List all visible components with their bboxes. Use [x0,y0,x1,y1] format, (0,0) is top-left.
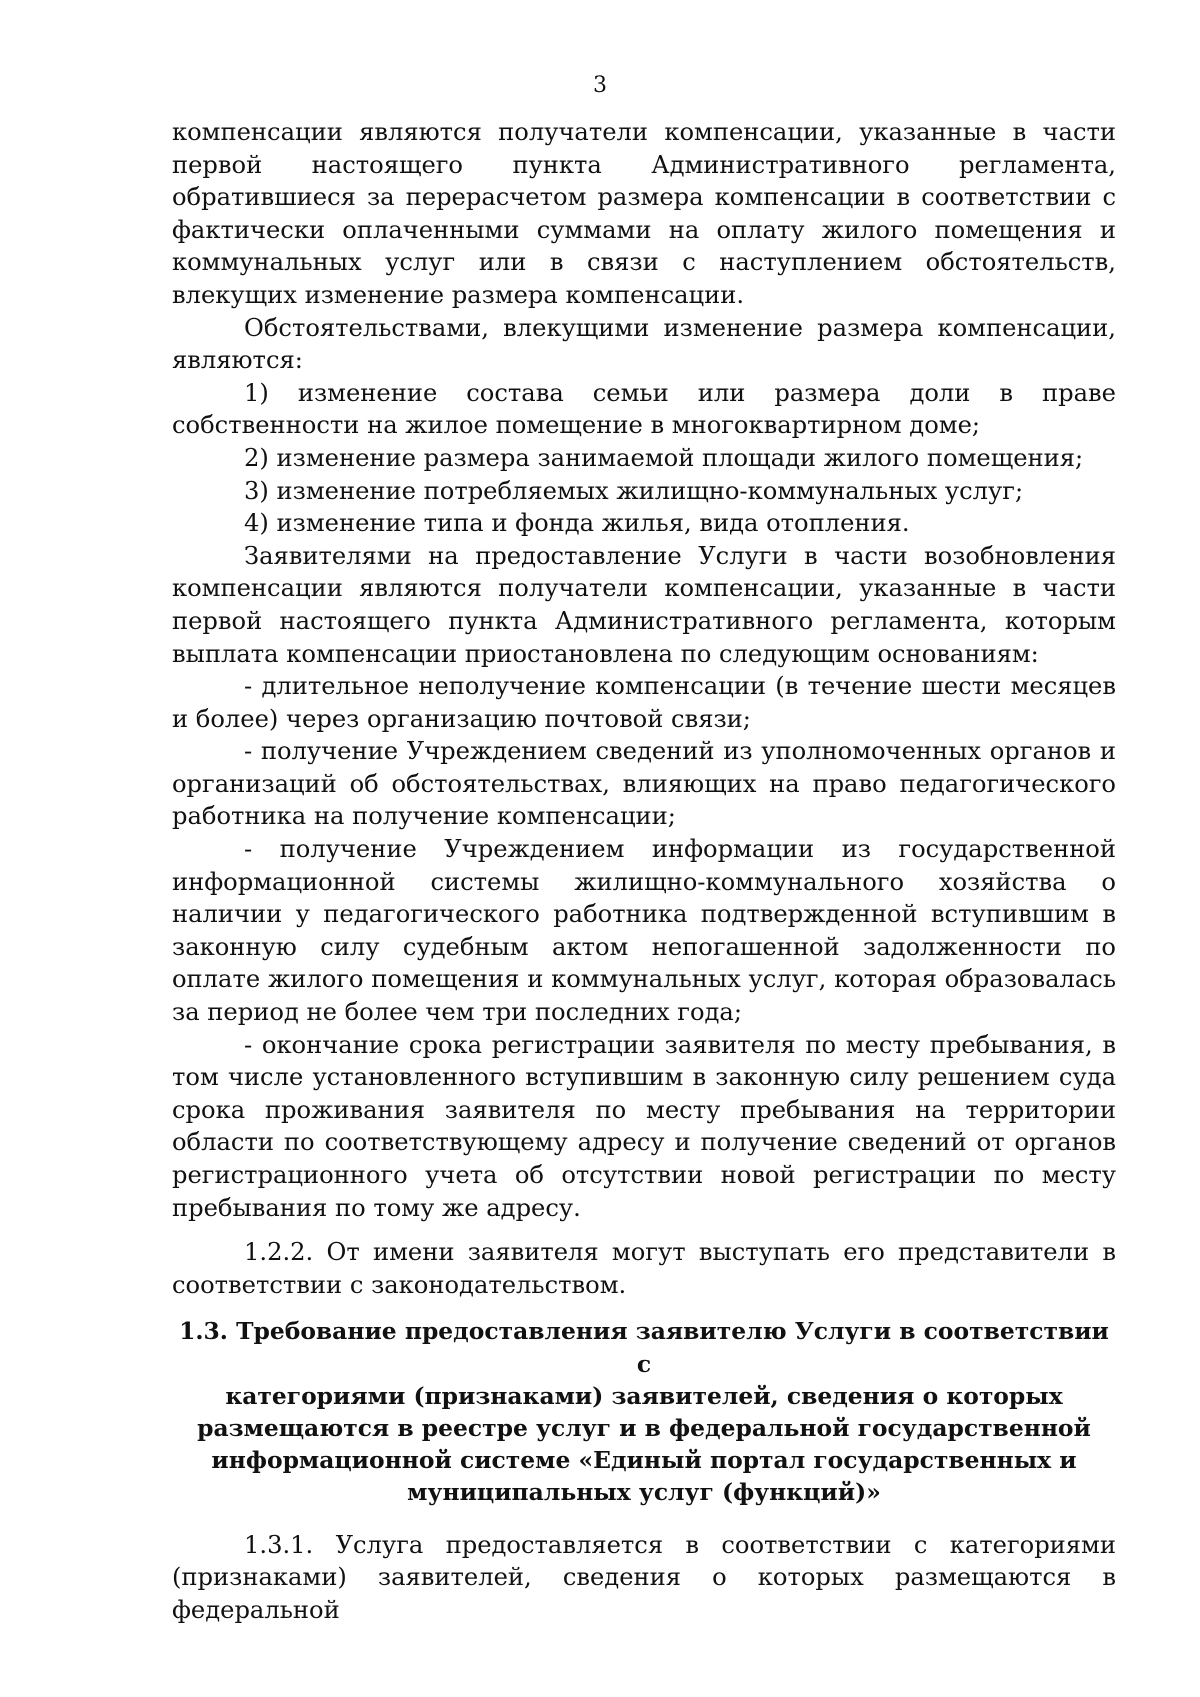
heading-line: 1.3. Требование предоставления заявителю Услуги в соответствии с [179,1317,1109,1378]
paragraph-resumption-applicants: Заявителями на предоставление Услуги в части возобновления компенсации являются получатели компенсации, указанные в части первой настоящего пункта Административного регламента, которым выплата компенсации приостановлена по следующим основаниям: [172,541,1116,668]
list-item-1: 1) изменение состава семьи или размера доли в праве собственности на жилое помещение в многоквартирном доме; [172,378,1116,440]
heading-line: информационной системе «Единый портал государственных и [211,1446,1077,1475]
dash-item-registration-expiry: - окончание срока регистрации заявителя по месту пребывания, в том числе установленного вступившим в законную силу решением суда срока проживания заявителя по месту пребывания на территории области по соответствующему адресу и получение сведений от органов регистрационного учета об отсутствии новой регистрации по месту пребывания по тому же адресу. [172,1030,1116,1222]
list-item-3: 3) изменение потребляемых жилищно-коммунальных услуг; [244,476,1024,505]
dash-item-housing-debt: - получение Учреждением информации из государственной информационной системы жилищно-коммунального хозяйства о наличии у педагогического работника подтвержденной вступившим в законную силу судебным актом непогашенной задолженности по оплате жилого помещения и коммунальных услуг, которая образовалась за период не более чем три последних года; [172,835,1116,1027]
heading-line: муниципальных услуг (функций)» [407,1478,881,1507]
heading-line: размещаются в реестре услуг и в федеральной государственной [197,1413,1091,1442]
list-item-2: 2) изменение размера занимаемой площади жилого помещения; [244,443,1084,472]
heading-line: категориями (признаками) заявителей, сведения о которых [225,1381,1063,1410]
document-body [172,116,1116,1626]
list-item-4: 4) изменение типа и фонда жилья, вида отопления. [244,509,910,538]
dash-item-postal: - длительное неполучение компенсации (в течение шести месяцев и более) через организацию почтовой связи; [172,672,1116,733]
paragraph-1-2-2: 1.2.2. От имени заявителя могут выступать его представители в соответствии с законодательством. [172,1238,1116,1299]
section-heading-1-3 [172,1315,1116,1508]
paragraph-circumstances-intro: Обстоятельствами, влекущими изменение размера компенсации, являются: [172,313,1116,375]
dash-item-authorities: - получение Учреждением сведений из уполномоченных органов и организаций об обстоятельствах, влияющих на право педагогического работника на получение компенсации; [172,737,1116,831]
page-number: 3 [593,73,607,98]
paragraph-continuation: компенсации являются получатели компенсации, указанные в части первой настоящего пункта Административного регламента, обратившиеся за перерасчетом размера компенсации в соответствии с фактически оплаченными суммами на оплату жилого помещения и коммунальных услуг или в связи с наступлением обстоятельств, влекущих изменение размера компенсации. [172,118,1116,309]
paragraph-1-3-1: 1.3.1. Услуга предоставляется в соответствии с категориями (признаками) заявителей, сведения о которых размещаются в федеральной [172,1530,1116,1624]
